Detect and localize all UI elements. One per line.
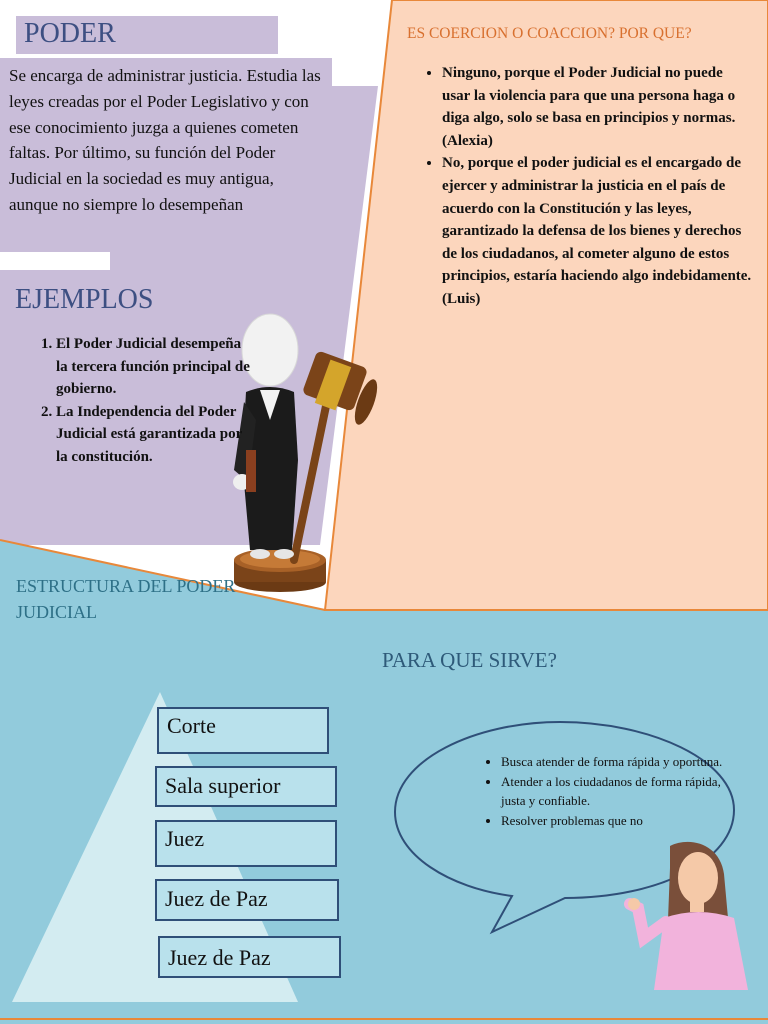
level-juez-de-paz-2: Juez de Paz [158,936,341,978]
list-item: • Busca atender de forma rápida y oportuna. [501,752,723,772]
list-item: • Ninguno, porque el Poder Judicial no puede usar la violencia para que una persona haga o diga algo, solo se basa en principios y normas. (Alexia) [442,62,754,152]
estructura-title: ESTRUCTURA DEL PODER JUDICIAL [16,576,236,622]
poder-title: PODER [24,18,116,49]
list-item: • Resolver problemas que no [501,811,723,831]
poder-title-box [16,16,278,54]
para-que-title: PARA QUE SIRVE? [382,648,557,672]
level-juez-de-paz-1: Juez de Paz [155,879,339,921]
para-que-list [473,752,723,878]
level-corte: Corte [157,707,329,754]
white-gap [0,252,110,270]
coercion-title: ES COERCION O COACCION? POR QUE? [407,25,692,42]
ejemplos-list [24,333,252,468]
ejemplos-title: EJEMPLOS [15,284,154,315]
coercion-list [410,62,754,311]
list-item: • No, porque el poder judicial es el encargado de ejercer y administrar la justicia en el país de acuerdo con la Constitución y las leyes, garantizado la defensa de los bienes y derechos de los ciudadanos, al cometer alguno de estos principios, estaría haciendo algo indebidamente. (Luis) [442,152,754,310]
list-item: 1. El Poder Judicial desempeña la tercera función principal de gobierno. [56,333,252,401]
list-item: 2. La Independencia del Poder Judicial está garantizada por la constitución. [56,401,252,469]
level-sala-superior: Sala superior [155,766,337,807]
poder-description: Se encarga de administrar justicia. Estudia las leyes creadas por el Poder Legislativo y con ese conocimiento juzga a quienes cometen faltas. Por último, su función del Poder Judicial en la sociedad es muy antigua, aunque no siempre lo desempeñan [9,66,321,214]
gavel-icon [302,350,378,427]
level-juez: Juez [155,820,337,867]
ejemplos-title-box [9,280,181,320]
list-item: • Atender a los ciudadanos de forma rápida, justa y confiable. [501,772,723,811]
